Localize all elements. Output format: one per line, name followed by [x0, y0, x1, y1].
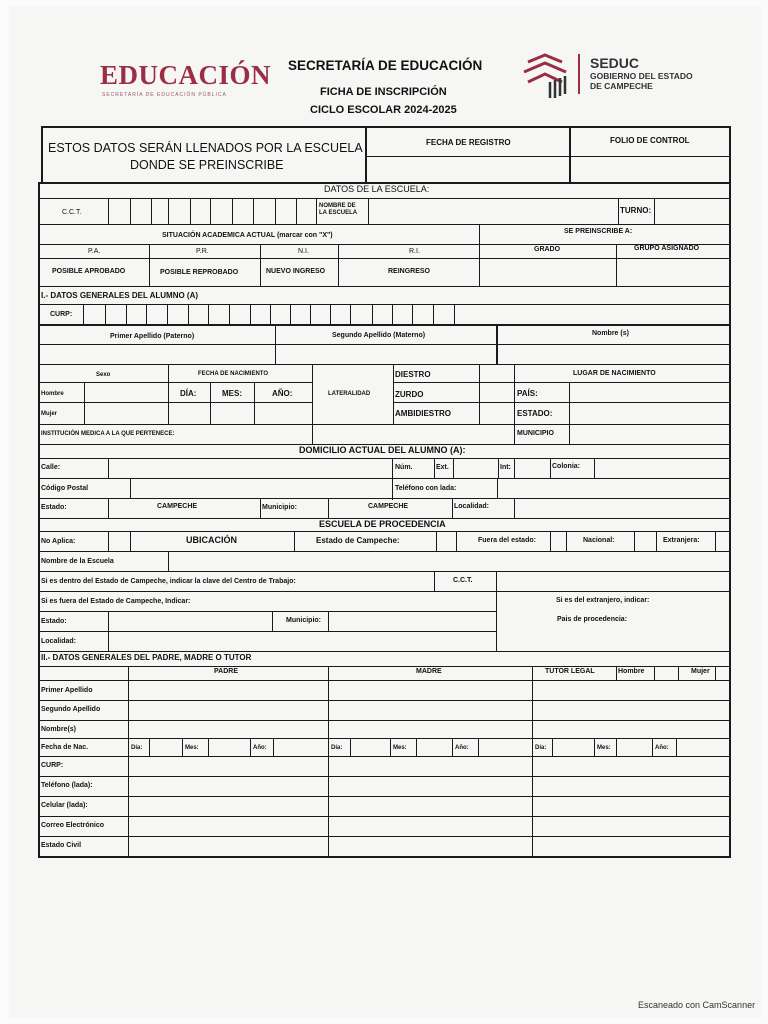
form-rule-line	[38, 224, 731, 225]
document-title: SECRETARÍA DE EDUCACIÓN	[288, 58, 483, 73]
form-rule-line	[594, 458, 595, 478]
estado-domicilio-label: Estado:	[41, 504, 67, 511]
form-rule-line	[38, 836, 731, 837]
form-rule-line	[126, 304, 127, 324]
form-rule-line	[151, 198, 152, 224]
estado-campeche-label: Estado de Campeche:	[316, 536, 400, 545]
form-rule-line	[550, 531, 551, 551]
form-rule-line	[38, 258, 731, 259]
form-rule-line	[634, 531, 635, 551]
form-rule-line	[328, 611, 329, 631]
form-rule-line	[38, 571, 731, 572]
extranjero-indicar-label: Si es del extranjero, indicar:	[556, 597, 650, 604]
form-rule-line	[350, 738, 351, 756]
padre-anio-label: Año:	[253, 745, 267, 751]
form-rule-line	[83, 304, 84, 324]
nacional-label: Nacional:	[583, 537, 615, 544]
form-rule-line	[253, 198, 254, 224]
ubicacion-label: UBICACIÓN	[186, 535, 237, 545]
celular-padres-label: Celular (lada):	[41, 802, 88, 809]
municipio-procedencia-label: Municipio:	[286, 617, 321, 624]
estado-domicilio-value: CAMPECHE	[157, 503, 198, 510]
madre-mes-label: Mes:	[393, 745, 407, 751]
fecha-nac-padres-label: Fecha de Nac.	[41, 744, 89, 751]
sexo-label: Sexo	[96, 372, 111, 378]
form-rule-line	[38, 680, 731, 681]
form-rule-line	[105, 304, 106, 324]
form-rule-line	[260, 498, 261, 518]
form-rule-line	[38, 611, 496, 612]
form-rule-line	[433, 304, 434, 324]
form-rule-line	[294, 531, 295, 551]
form-rule-line	[514, 364, 515, 444]
form-rule-line	[392, 458, 393, 500]
educacion-logo-subtitle: SECRETARÍA DE EDUCACIÓN PÚBLICA	[102, 92, 227, 98]
form-rule-line	[190, 198, 191, 224]
form-rule-line	[566, 531, 567, 551]
form-rule-line	[232, 198, 233, 224]
ext-label: Ext.	[436, 464, 449, 471]
codigo-postal-label: Código Postal	[41, 485, 89, 492]
form-rule-line	[38, 531, 731, 532]
fuera-indicar-label: Si es fuera del Estado de Campeche, Indicar:	[41, 598, 191, 605]
scanner-footer: Escaneado con CamScanner	[638, 1000, 756, 1010]
form-rule-line	[38, 816, 731, 817]
municipio-label: MUNICIPIO	[517, 430, 554, 437]
form-rule-line	[108, 458, 109, 478]
form-rule-line	[168, 364, 169, 424]
form-rule-line	[38, 304, 731, 305]
form-rule-line	[128, 666, 129, 856]
form-rule-line	[41, 126, 43, 184]
lugar-nacimiento-label: LUGAR DE NACIMIENTO	[573, 370, 656, 377]
form-rule-line	[678, 666, 679, 680]
fecha-registro-field[interactable]	[368, 158, 568, 182]
datos-escuela-title: DATOS DE LA ESCUELA:	[324, 184, 430, 194]
padres-section-title: II.- DATOS GENERALES DEL PADRE, MADRE O TUTOR	[41, 653, 252, 662]
posible-reprobado-label: POSIBLE REPROBADO	[160, 269, 239, 276]
form-rule-line	[654, 666, 655, 680]
form-rule-line	[168, 551, 169, 571]
form-rule-line	[149, 244, 150, 286]
form-rule-line	[130, 198, 131, 224]
fuera-estado-label: Fuera del estado:	[478, 537, 536, 544]
form-rule-line	[368, 198, 369, 224]
form-rule-line	[453, 458, 454, 478]
form-rule-line	[38, 424, 731, 425]
form-rule-line	[656, 531, 657, 551]
reingreso-label: REINGRESO	[388, 268, 431, 275]
form-rule-line	[108, 531, 109, 551]
form-rule-line	[38, 364, 731, 365]
int-label: Int:	[500, 464, 511, 471]
form-rule-line	[130, 478, 131, 498]
telefono-lada-label: Teléfono con lada:	[395, 485, 457, 492]
pr-label: P.R.	[196, 248, 209, 255]
form-rule-line	[38, 286, 731, 287]
ni-label: N.I.	[298, 248, 309, 255]
municipio-domicilio-value: CAMPECHE	[368, 503, 409, 510]
ambidiestro-label: AMBIDIESTRO	[395, 409, 451, 418]
localidad-procedencia-label: Localidad:	[41, 638, 77, 645]
form-rule-line	[569, 382, 570, 444]
fecha-nacimiento-label: FECHA DE NACIMIENTO	[198, 371, 269, 377]
form-rule-line	[434, 571, 435, 591]
form-rule-line	[498, 458, 499, 478]
school-note-line2: DONDE SE PREINSCRIBE	[130, 158, 284, 172]
tutor-legal-label: TUTOR LEGAL	[545, 668, 595, 675]
form-rule-line	[552, 738, 553, 756]
form-rule-line	[130, 531, 131, 551]
form-rule-line	[272, 611, 273, 631]
form-rule-line	[38, 402, 312, 403]
seduc-name: SEDUC	[590, 55, 640, 71]
mes-label: MES:	[222, 389, 242, 398]
form-rule-line	[168, 198, 169, 224]
form-rule-line	[41, 126, 731, 128]
nombres-label: Nombre (s)	[592, 330, 629, 337]
tutor-dia-label: Día:	[535, 745, 547, 751]
form-rule-line	[84, 382, 85, 424]
padre-label: PADRE	[214, 668, 238, 675]
form-rule-line	[454, 304, 455, 324]
lateralidad-label: LATERALIDAD	[328, 391, 371, 397]
folio-control-label: FOLIO DE CONTROL	[610, 136, 690, 145]
form-rule-line	[208, 304, 209, 324]
form-rule-line	[38, 651, 731, 652]
form-rule-line	[497, 478, 498, 498]
form-rule-line	[38, 631, 496, 632]
form-rule-line	[182, 738, 183, 756]
madre-label: MADRE	[416, 668, 442, 675]
educacion-logo: EDUCACIÓN	[100, 60, 272, 90]
form-rule-line	[38, 738, 731, 739]
form-rule-line	[38, 756, 731, 757]
form-rule-line	[38, 498, 731, 499]
form-rule-line	[550, 458, 551, 478]
form-rule-line	[416, 738, 417, 756]
form-rule-line	[328, 666, 329, 856]
form-rule-line	[250, 304, 251, 324]
form-rule-line	[275, 198, 276, 224]
form-rule-line	[38, 344, 731, 345]
pa-label: P.A.	[88, 248, 101, 255]
form-rule-line	[270, 304, 271, 324]
fecha-registro-label: FECHA DE REGISTRO	[426, 138, 511, 147]
gobierno-label: GOBIERNO DEL ESTADO DE CAMPECHE	[590, 71, 693, 91]
calle-label: Calle:	[41, 464, 61, 471]
hombre-label: Hombre	[41, 391, 64, 397]
form-rule-line	[729, 126, 731, 858]
form-rule-line	[496, 571, 497, 591]
form-rule-line	[260, 244, 261, 286]
form-rule-line	[38, 720, 731, 721]
estado-civil-padres-label: Estado Civil	[41, 842, 82, 849]
form-rule-line	[532, 666, 533, 856]
form-rule-line	[452, 498, 453, 518]
padre-mes-label: Mes:	[185, 745, 199, 751]
form-rule-line	[514, 498, 515, 518]
form-rule-line	[365, 126, 367, 184]
form-rule-line	[496, 591, 497, 651]
form-rule-line	[38, 382, 312, 383]
form-rule-line	[38, 856, 731, 858]
nombres-padres-label: Nombre(s)	[41, 726, 77, 733]
tutor-mes-label: Mes:	[597, 745, 611, 751]
diestro-label: DIESTRO	[395, 370, 431, 379]
form-rule-line	[229, 304, 230, 324]
seduc-logo-icon	[520, 52, 570, 100]
form-rule-line	[618, 198, 619, 224]
extranjera-label: Extranjera:	[663, 537, 700, 544]
pais-label: PAÍS:	[517, 389, 538, 398]
nuevo-ingreso-label: NUEVO INGRESO	[266, 268, 326, 275]
form-rule-line	[372, 304, 373, 324]
form-rule-line	[38, 551, 731, 552]
form-rule-line	[290, 304, 291, 324]
form-rule-line	[452, 738, 453, 756]
primer-apellido-padres-label: Primer Apellido	[41, 687, 93, 694]
form-rule-line	[456, 531, 457, 551]
form-rule-line	[38, 244, 731, 245]
dentro-estado-label: Si es dentro del Estado de Campeche, indicar la clave del Centro de Trabajo:	[41, 578, 296, 585]
form-rule-line	[316, 198, 317, 224]
form-rule-line	[478, 738, 479, 756]
madre-dia-label: Día:	[331, 745, 343, 751]
form-rule-line	[210, 382, 211, 424]
cct-procedencia-label: C.C.T.	[453, 577, 473, 584]
form-rule-line	[479, 364, 480, 424]
form-rule-line	[350, 304, 351, 324]
form-rule-line	[594, 738, 595, 756]
colonia-label: Colonia:	[552, 463, 580, 470]
document-subtitle: FICHA DE INSCRIPCIÓN	[320, 86, 447, 98]
form-rule-line	[254, 382, 255, 424]
estado-label: ESTADO:	[517, 409, 553, 418]
primer-apellido-label: Primer Apellido (Paterno)	[110, 333, 195, 340]
form-rule-line	[38, 478, 731, 479]
situacion-academica-label: SITUACIÓN ACADEMICA ACTUAL (marcar con "X")	[162, 232, 333, 239]
pais-procedencia-label: Pais de procedencia:	[557, 616, 628, 623]
folio-control-field[interactable]	[572, 158, 728, 182]
curp-padres-label: CURP:	[41, 762, 64, 769]
form-rule-line	[310, 304, 311, 324]
mujer-label: Mujer	[41, 411, 58, 417]
form-rule-line	[390, 738, 391, 756]
telefono-padres-label: Teléfono (lada):	[41, 782, 93, 789]
form-rule-line	[273, 738, 274, 756]
alumno-section-title: I.- DATOS GENERALES DEL ALUMNO (A)	[41, 291, 199, 300]
form-rule-line	[393, 402, 731, 403]
procedencia-title: ESCUELA DE PROCEDENCIA	[319, 519, 446, 529]
se-preinscribe-label: SE PREINSCRIBE A:	[564, 228, 633, 235]
grado-label: GRADO	[534, 246, 561, 253]
ri-label: R.I.	[409, 248, 420, 255]
anio-label: AÑO:	[272, 389, 293, 398]
form-rule-line	[312, 364, 313, 444]
cct-label: C.C.T.	[62, 209, 82, 216]
form-rule-line	[412, 304, 413, 324]
tutor-hombre-label: Hombre	[618, 668, 645, 675]
form-rule-line	[393, 364, 394, 424]
form-rule-line	[38, 198, 731, 199]
nombre-escuela-label: NOMBRE DE LA ESCUELA	[319, 203, 358, 216]
document-header	[0, 0, 768, 125]
no-aplica-label: No Aplica:	[41, 538, 76, 545]
form-rule-line	[38, 324, 731, 326]
domicilio-title: DOMICILIO ACTUAL DEL ALUMNO (A):	[299, 445, 466, 455]
zurdo-label: ZURDO	[395, 390, 424, 399]
form-rule-line	[146, 304, 147, 324]
form-rule-line	[188, 304, 189, 324]
form-rule-line	[652, 738, 653, 756]
tutor-anio-label: Año:	[655, 745, 669, 751]
form-rule-line	[38, 458, 731, 459]
form-rule-line	[393, 382, 731, 383]
form-rule-line	[296, 198, 297, 224]
form-rule-line	[434, 458, 435, 478]
form-rule-line	[167, 304, 168, 324]
form-rule-line	[38, 700, 731, 701]
institucion-medica-label: INSTITUCIÓN MEDICA A LA QUE PERTENECE:	[41, 431, 175, 437]
dia-label: DÍA:	[180, 389, 197, 398]
form-rule-line	[676, 738, 677, 756]
form-rule-line	[38, 591, 731, 592]
form-rule-line	[514, 458, 515, 478]
form-rule-line	[616, 666, 617, 680]
form-rule-line	[654, 198, 655, 224]
grupo-asignado-label: GRUPO ASIGNADO	[634, 245, 700, 252]
form-rule-line	[616, 244, 617, 286]
madre-anio-label: Año:	[455, 745, 469, 751]
form-rule-line	[328, 498, 329, 518]
school-note-line1: ESTOS DATOS SERÁN LLENADOS POR LA ESCUELA	[48, 141, 363, 155]
form-rule-line	[108, 198, 109, 224]
padre-dia-label: Día:	[131, 745, 143, 751]
form-rule-line	[330, 304, 331, 324]
form-rule-line	[715, 666, 716, 680]
tutor-mujer-label: Mujer	[691, 668, 710, 675]
form-rule-line	[365, 156, 731, 157]
form-rule-line	[210, 198, 211, 224]
form-rule-line	[569, 126, 571, 184]
segundo-apellido-label: Segundo Apellido (Materno)	[332, 332, 426, 339]
municipio-domicilio-label: Municipio:	[262, 504, 297, 511]
turno-label: TURNO:	[620, 206, 652, 215]
seduc-divider	[578, 54, 580, 94]
curp-label: CURP:	[50, 311, 73, 318]
num-label: Núm.	[395, 464, 413, 471]
form-rule-line	[38, 796, 731, 797]
school-year: CICLO ESCOLAR 2024-2025	[310, 104, 457, 116]
form-rule-line	[436, 531, 437, 551]
form-rule-line	[715, 531, 716, 551]
form-rule-line	[250, 738, 251, 756]
form-rule-line	[338, 244, 339, 286]
form-rule-line	[479, 224, 480, 286]
form-rule-line	[38, 776, 731, 777]
estado-procedencia-label: Estado:	[41, 618, 67, 625]
form-rule-line	[149, 738, 150, 756]
nombre-escuela-procedencia-label: Nombre de la Escuela	[41, 558, 114, 565]
form-rule-line	[392, 304, 393, 324]
posible-aprobado-label: POSIBLE APROBADO	[52, 268, 126, 275]
segundo-apellido-padres-label: Segundo Apellido	[41, 706, 101, 713]
form-rule-line	[616, 738, 617, 756]
registration-form	[38, 126, 731, 858]
form-rule-line	[208, 738, 209, 756]
localidad-domicilio-label: Localidad:	[454, 503, 490, 510]
correo-padres-label: Correo Electrónico	[41, 822, 105, 829]
form-rule-line	[108, 498, 109, 518]
